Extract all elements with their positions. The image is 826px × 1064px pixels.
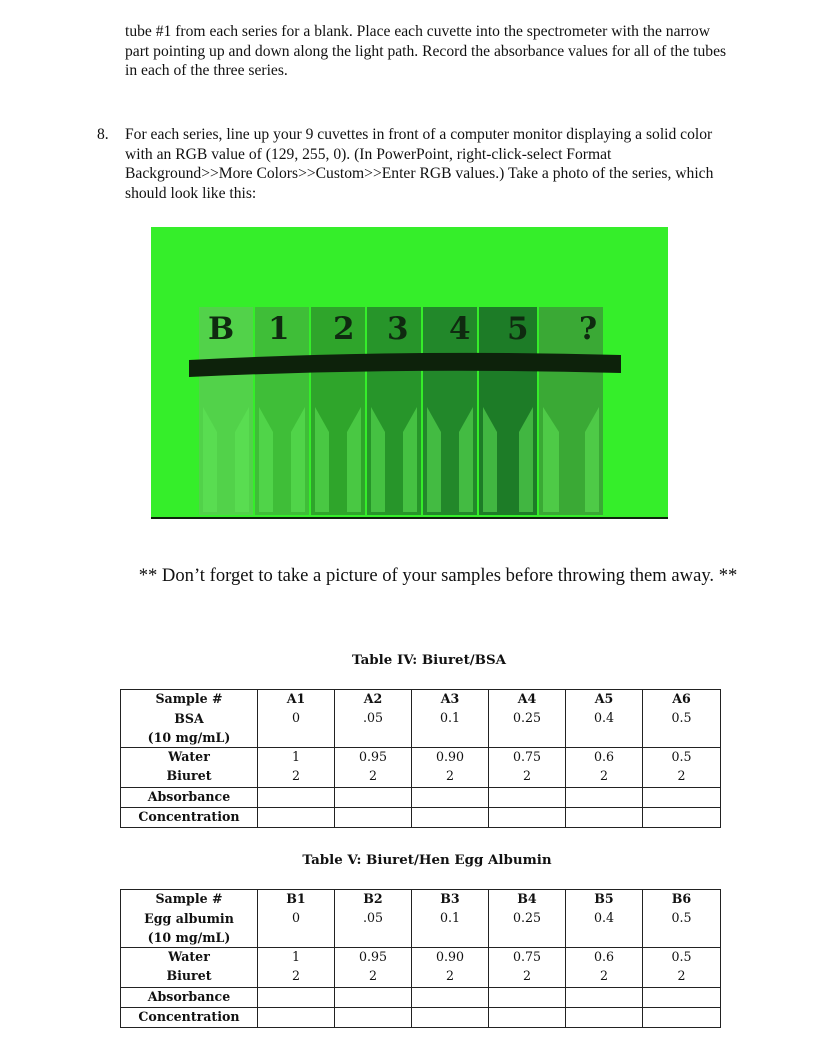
table-cell	[258, 1007, 335, 1027]
table-cell: 0.6	[566, 948, 643, 968]
table-cell: 0	[258, 709, 335, 748]
column-header: B1	[258, 890, 335, 910]
table-cell: 0.1	[412, 909, 489, 948]
table-cell: 0.95	[335, 948, 412, 968]
row-label: Water	[121, 748, 258, 768]
table-v-caption: Table V: Biuret/Hen Egg Albumin	[302, 852, 552, 868]
row-label: Concentration	[121, 807, 258, 827]
cuvette-label-blank: B	[208, 311, 235, 347]
table-cell	[643, 987, 721, 1007]
cuvette-label-2: 2	[333, 311, 355, 347]
table-row	[121, 890, 721, 910]
table-cell: 0.75	[489, 948, 566, 968]
table-cell: .05	[335, 709, 412, 748]
table-cell: 0.5	[643, 948, 721, 968]
table-cell: 2	[489, 767, 566, 787]
step-8-text: For each series, line up your 9 cuvettes in front of a computer monitor displaying a solid color with an RGB value of (129, 255, 0). (In PowerPoint, right-click-select Format Background>>More Colors>>Custom>>Enter RGB values.) Take a photo of the series, which should look like this:	[125, 126, 714, 202]
table-cell: 2	[566, 967, 643, 987]
table-cell	[643, 807, 721, 827]
table-row	[121, 909, 721, 948]
table-row	[121, 948, 721, 968]
table-row	[121, 967, 721, 987]
table-row	[121, 787, 721, 807]
table-cell: 2	[412, 767, 489, 787]
table-iv-caption: Table IV: Biuret/BSA	[351, 652, 507, 668]
row-label	[121, 909, 258, 948]
table-cell: 2	[566, 767, 643, 787]
column-header: A4	[489, 690, 566, 710]
table-row	[121, 767, 721, 787]
column-header: A1	[258, 690, 335, 710]
table-cell: 0.5	[643, 748, 721, 768]
table-row	[121, 1007, 721, 1027]
column-header: A2	[335, 690, 412, 710]
cuvette-photo	[151, 227, 668, 519]
table-row	[121, 748, 721, 768]
column-header: B5	[566, 890, 643, 910]
table-cell	[412, 807, 489, 827]
table-cell: 2	[258, 967, 335, 987]
table-cell: 2	[643, 767, 721, 787]
table-cell: 2	[258, 767, 335, 787]
row-label-text: Egg albumin	[144, 911, 234, 927]
table-cell	[489, 987, 566, 1007]
table-cell	[335, 787, 412, 807]
table-cell	[643, 787, 721, 807]
column-header: B4	[489, 890, 566, 910]
table-cell: 0.1	[412, 709, 489, 748]
table-cell: 0	[258, 909, 335, 948]
table-cell	[412, 787, 489, 807]
table-iv	[120, 689, 721, 828]
table-cell	[489, 1007, 566, 1027]
table-cell: 2	[335, 767, 412, 787]
table-cell: 0.25	[489, 709, 566, 748]
table-cell: 2	[412, 967, 489, 987]
paragraph-intro: tube #1 from each series for a blank. Place each cuvette into the spectrometer with the narrow part pointing up and down along the light path. Record the absorbance values for all of the tubes in each of the three series.	[125, 23, 727, 80]
table-cell: 0.90	[412, 748, 489, 768]
reminder-note: ** Don’t forget to take a picture of your samples before throwing them away. **	[138, 565, 738, 586]
table-cell: 2	[335, 967, 412, 987]
table-cell: 0.25	[489, 909, 566, 948]
table-cell	[566, 1007, 643, 1027]
table-cell: 0.5	[643, 909, 721, 948]
cuvette-label-4: 4	[449, 311, 471, 347]
table-cell: 0.90	[412, 948, 489, 968]
table-cell	[258, 987, 335, 1007]
row-label: Biuret	[121, 967, 258, 987]
table-cell: 0.95	[335, 748, 412, 768]
row-label: Absorbance	[121, 787, 258, 807]
column-header: A5	[566, 690, 643, 710]
table-cell	[335, 987, 412, 1007]
table-cell	[335, 807, 412, 827]
table-cell	[489, 787, 566, 807]
cuvette-label-unknown: ?	[579, 311, 598, 347]
table-cell: 1	[258, 948, 335, 968]
table-cell: 2	[643, 967, 721, 987]
table-cell	[412, 1007, 489, 1027]
table-cell: 1	[258, 748, 335, 768]
row-label: Absorbance	[121, 987, 258, 1007]
table-cell	[566, 787, 643, 807]
table-cell	[566, 987, 643, 1007]
table-cell	[335, 1007, 412, 1027]
table-cell: 0.75	[489, 748, 566, 768]
row-label-unit: (10 mg/mL)	[147, 930, 231, 946]
table-cell: 0.6	[566, 748, 643, 768]
table-cell: 0.4	[566, 709, 643, 748]
table-cell: 0.4	[566, 909, 643, 948]
table-v	[120, 889, 721, 1028]
row-label: Concentration	[121, 1007, 258, 1027]
row-label: Water	[121, 948, 258, 968]
table-cell	[258, 787, 335, 807]
row-label: Biuret	[121, 767, 258, 787]
row-label: Sample #	[121, 890, 258, 910]
table-cell: 2	[489, 967, 566, 987]
table-row	[121, 690, 721, 710]
table-cell	[566, 807, 643, 827]
row-label-text: BSA	[174, 711, 204, 727]
row-label-unit: (10 mg/mL)	[147, 730, 231, 746]
row-label	[121, 709, 258, 748]
cuvette-photo-graphic	[151, 227, 668, 519]
table-row	[121, 987, 721, 1007]
table-cell	[412, 987, 489, 1007]
cuvette-label-1: 1	[268, 311, 290, 347]
column-header: A6	[643, 690, 721, 710]
column-header: A3	[412, 690, 489, 710]
table-cell	[489, 807, 566, 827]
table-cell: .05	[335, 909, 412, 948]
row-label: Sample #	[121, 690, 258, 710]
column-header: B6	[643, 890, 721, 910]
table-cell	[258, 807, 335, 827]
column-header: B3	[412, 890, 489, 910]
step-number: 8.	[97, 126, 109, 143]
cuvette-label-3: 3	[387, 311, 409, 347]
table-cell	[643, 1007, 721, 1027]
table-row	[121, 709, 721, 748]
table-cell: 0.5	[643, 709, 721, 748]
table-row	[121, 807, 721, 827]
column-header: B2	[335, 890, 412, 910]
cuvette-label-5: 5	[507, 311, 529, 347]
